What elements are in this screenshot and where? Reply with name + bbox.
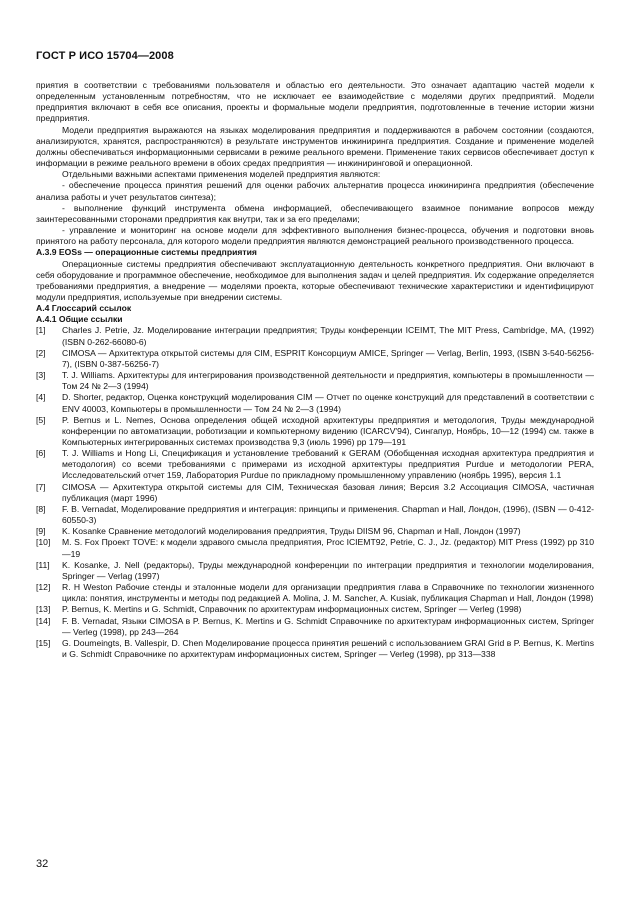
reference-text: G. Doumeingts, B. Vallespir, D. Chen Моделирование процесса принятия решений с использованием GRAI Grid в P. Bernus, K. Mertins и G. Schmidt Справочнике по архитектурам информационных систем, Springer — Verleg (1998), pp 313—338: [62, 637, 594, 659]
reference-text: Charles J. Petrie, Jz. Моделирование интеграции предприятия; Труды конференции ICEIMT, The MIT Press, Cambridge, MA, (1992) (ISBN 0-262-66080-6): [62, 325, 594, 347]
reference-number: [12]: [36, 582, 51, 593]
paragraph: Модели предприятия выражаются на языках моделирования предприятия и поддерживаются в рабочем состоянии (создаются, анализируются, хранятся, распространяются) в результате инструментов инжиниринга предприятия. Создание и применение моделей должны обеспечиваться информационными сервисами в режиме реального времени. Применение таких сервисов обеспечивает доступ к информации в режиме реального времени в обоих средах предприятия — инжиниринговой и операционной.: [36, 124, 594, 169]
reference-number: [15]: [36, 637, 51, 648]
reference-text: T. J. Williams. Архитектуры для интегрирования производственной деятельности и предприятия, компьютеры в промышленности — Том 24 № 2—3 (1994): [62, 370, 594, 392]
reference-item: [36, 526, 594, 537]
reference-text: D. Shorter, редактор, Оценка конструкций моделирования CIM — Отчет по оценке конструкций для представлений в соответствии с ENV 40003, Компьютеры в промышленности — Том 24 № 2—3 (1994): [62, 392, 594, 414]
reference-item: [36, 604, 594, 615]
reference-number: [5]: [36, 414, 46, 425]
reference-item: [36, 582, 594, 604]
list-item: - управление и мониторинг на основе модели для эффективного выполнения бизнес-процесса, обучения и подготовки вновь принятого на работу персонала, для которого модели предприятия являются демонстрацией реального производственного процесса.: [36, 225, 594, 247]
reference-item: [36, 415, 594, 448]
section-heading-a4: А.4 Глоссарий ссылок: [36, 303, 132, 314]
reference-text: M. S. Fox Проект TOVE: к модели здравого смысла предприятия, Proc ICIEMT92, Petrie, C. J., Jz. (редактор) MIT Press (1992) pp 310—19: [62, 537, 594, 559]
reference-number: [10]: [36, 537, 51, 548]
section-heading-a39: А.3.9 EOSs — операционные системы предприятия: [36, 247, 257, 258]
reference-text: T. J. Williams и Hong Li, Спецификация и установление требований к GERAM (Обобщенная исходная архитектура предприятия и методология) со всеми требованиями с примерами из исходной архитектуры предприятия Purdue и методологии PERA, Исследовательский отчет 159, Лаборатория Purdue по прикладному промышленному управлению (ноябрь 1995), версия 1.1: [62, 448, 594, 481]
reference-item: [36, 638, 594, 660]
reference-number: [7]: [36, 481, 46, 492]
reference-number: [2]: [36, 347, 46, 358]
paragraph: приятия в соответствии с требованиями пользователя и областью его деятельности. Это означает адаптацию частей модели к определенным установленным потребностям, что не исключает ее взаимодействие с моделями других предприятий. Модели предприятия включают в себя все описания, проекты и формальные модели предприятия, подготовленные в течение истории жизни предприятия.: [36, 80, 594, 124]
reference-text: P. Bernus и L. Nemes, Основа определения общей исходной архитектуры предприятия и методология, Труды международной конференции по автоматизации, роботизации и компьютерному видению (ICARCV'94), Сингапур, Ноябрь, 10—12 (1994) см. также в Компьютерных интегрированных системах производства 9,3 (июль 1996) pp 179—191: [62, 414, 594, 447]
reference-text: F. B. Vernadat, Языки CIMOSA в P. Bernus, K. Mertins и G. Schmidt Справочнике по архитектурам информационных систем, Springer — Verleg (1998), pp 243—264: [62, 615, 594, 637]
page-number: 32: [36, 858, 49, 870]
reference-item: [36, 325, 594, 347]
reference-item: [36, 392, 594, 414]
reference-item: [36, 504, 594, 526]
paragraph: Операционные системы предприятия обеспечивают эксплуатационную деятельность конкретного предприятия. Они включают в себя оборудование и программное обеспечение, необходимое для выполнения задач и целей предприятия. Их содержание определяется требованиями предприятия, а внедрение — моделями проекта, которые обеспечивают технические характеристики и идентифицируют модули предприятия, используемые при внедрении системы.: [36, 258, 594, 302]
reference-number: [8]: [36, 503, 46, 514]
reference-number: [9]: [36, 526, 46, 537]
reference-item: [36, 348, 594, 370]
list-item: - обеспечение процесса принятия решений для оценки рабочих альтернатив процесса инжиниринга предприятия (обеспечение анализа работы и учет результатов синтеза);: [36, 180, 594, 202]
reference-number: [3]: [36, 370, 46, 381]
paragraph: Отдельными важными аспектами применения моделей предприятия являются:: [62, 169, 381, 180]
section-heading-a41: А.4.1 Общие ссылки: [36, 314, 123, 325]
reference-item: [36, 616, 594, 638]
reference-text: CIMOSA — Архитектура открытой системы для CIM, ESPRIT Консорциум AMICE, Springer — Verlag, Berlin, 1993, (ISBN 3-540-56256-7), (ISBN 0-387-56256-7): [62, 347, 594, 369]
reference-text: P. Bernus, K. Mertins и G. Schmidt, Справочник по архитектурам информационных систем, Springer — Verleg (1998): [62, 604, 522, 615]
reference-list: [36, 325, 594, 660]
reference-item: [36, 537, 594, 559]
reference-number: [1]: [36, 325, 46, 336]
reference-text: R. H Weston Рабочие стенды и эталонные модели для организации предприятия глава в Справочнике по технологии жизненного цикла: понятия, инструменты и методы под редакцией A. Molina, J. M. Sancher, A. Kusiak, публикация Chapman и Hall, Лондон (1998): [62, 582, 594, 604]
reference-number: [13]: [36, 604, 51, 615]
reference-item: [36, 448, 594, 481]
reference-item: [36, 560, 594, 582]
reference-item: [36, 482, 594, 504]
reference-text: F. B. Vernadat, Моделирование предприятия и интеграция: принципы и применения. Chapman и Hall, Лондон, (1996), (ISBN — 0-412-60550-3): [62, 503, 594, 526]
document-body: [36, 80, 594, 660]
reference-number: [6]: [36, 448, 46, 459]
reference-item: [36, 370, 594, 392]
reference-number: [11]: [36, 559, 50, 570]
reference-text: K. Kosanke Сравнение методологий моделирования предприятия, Труды DIISM 96, Chapman и Hall, Лондон (1997): [62, 526, 521, 537]
reference-text: CIMOSA — Архитектура открытой системы для CIM, Техническая базовая линия; Версия 3.2 Ассоциация CIMOSA, частичная публикация (март 1996): [62, 481, 594, 503]
document-header: ГОСТ Р ИСО 15704—2008: [36, 50, 174, 62]
reference-number: [14]: [36, 615, 51, 626]
reference-text: K. Kosanke, J. Nell (редакторы), Труды международной конференции по интеграции предприятия и технологии моделирования, Springer — Verlag (1997): [62, 559, 594, 581]
list-item: - выполнение функций инструмента обмена информацией, обеспечивающего взаимное понимание вопросов между заинтересованными сторонами предприятия как внутри, так и за его пределами;: [36, 202, 594, 224]
reference-number: [4]: [36, 392, 46, 403]
